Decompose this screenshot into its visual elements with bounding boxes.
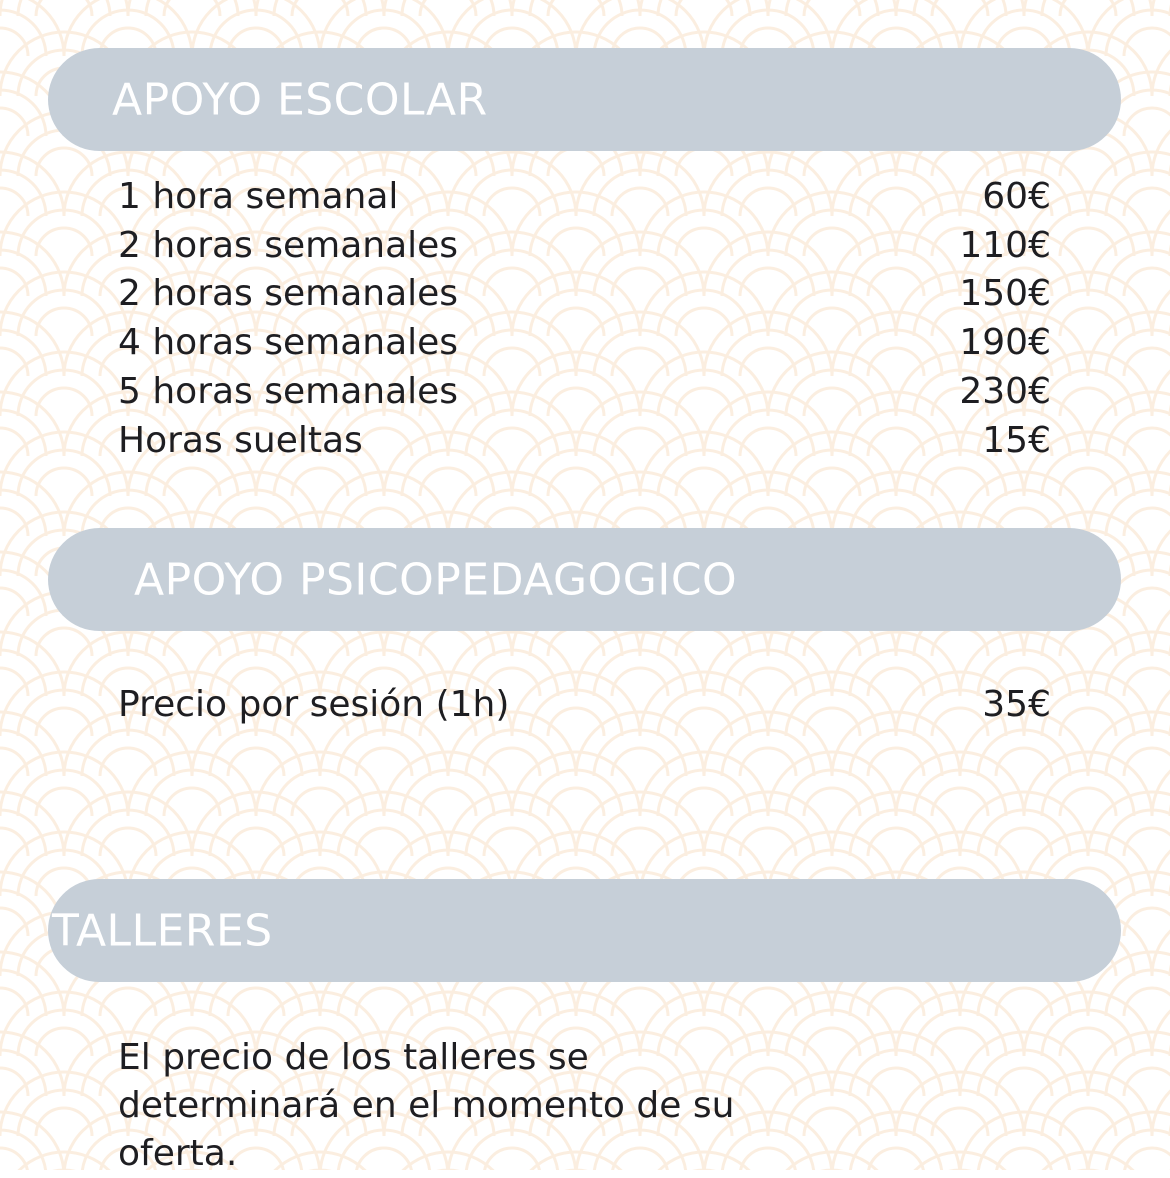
price-row-label: Horas sueltas bbox=[118, 419, 363, 461]
price-row bbox=[118, 318, 1051, 367]
talleres-banner bbox=[48, 879, 1121, 982]
apoyo-escolar-title: APOYO ESCOLAR bbox=[112, 74, 488, 125]
price-row-label: 4 horas semanales bbox=[118, 322, 459, 364]
apoyo-escolar-banner bbox=[48, 48, 1121, 151]
apoyo-psicopedagogico-price-list bbox=[118, 680, 1051, 729]
talleres-title: TALLERES bbox=[52, 905, 273, 956]
price-row-value: 60€ bbox=[982, 175, 1051, 217]
price-row bbox=[118, 416, 1051, 465]
price-row-label: 2 horas semanales bbox=[118, 224, 459, 266]
price-row-value: 150€ bbox=[959, 273, 1051, 315]
talleres-note: El precio de los talleres se determinará en el momento de su oferta. bbox=[118, 1037, 735, 1174]
price-row-value: 35€ bbox=[982, 683, 1051, 725]
price-row bbox=[118, 221, 1051, 270]
price-row-value: 230€ bbox=[959, 371, 1051, 413]
price-row-value: 15€ bbox=[982, 419, 1051, 461]
price-row bbox=[118, 367, 1051, 416]
price-row bbox=[118, 172, 1051, 221]
price-row bbox=[118, 270, 1051, 319]
price-row-value: 190€ bbox=[959, 322, 1051, 364]
apoyo-escolar-price-list bbox=[118, 172, 1051, 465]
price-row-label: 1 hora semanal bbox=[118, 175, 399, 217]
price-row-value: 110€ bbox=[959, 224, 1051, 266]
price-row bbox=[118, 680, 1051, 729]
apoyo-psicopedagogico-banner bbox=[48, 528, 1121, 631]
price-row-label: 5 horas semanales bbox=[118, 371, 459, 413]
apoyo-psicopedagogico-title: APOYO PSICOPEDAGOGICO bbox=[134, 554, 738, 605]
price-row-label: Precio por sesión (1h) bbox=[118, 683, 510, 725]
price-row-label: 2 horas semanales bbox=[118, 273, 459, 315]
